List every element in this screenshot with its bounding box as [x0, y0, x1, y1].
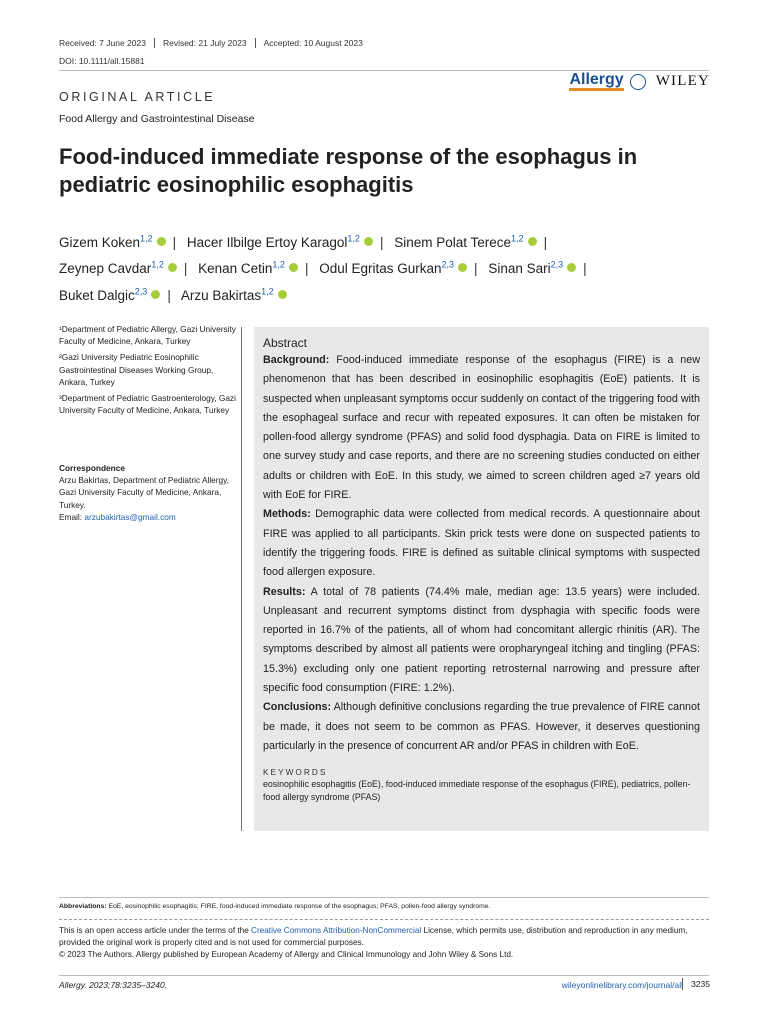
- orcid-icon[interactable]: [157, 237, 166, 246]
- affiliations: [59, 323, 239, 420]
- article-section: Food Allergy and Gastrointestinal Disease: [59, 113, 255, 125]
- correspondence: Correspondence Arzu Bakirtas, Department of Pediatric Allergy, Gazi University Faculty of Medicine, Ankara, Turkey. Email: arzubakirtas@gmail.com: [59, 462, 239, 523]
- correspondence-text: Arzu Bakirtas, Department of Pediatric Allergy, Gazi University Faculty of Medicine, Ankara, Turkey.: [59, 475, 230, 510]
- article-dates: [59, 38, 371, 48]
- journal-citation: Allergy. 2023;78:3235–3240.: [59, 980, 168, 990]
- journal-brand: [569, 72, 710, 91]
- allergy-logo: Allergy: [569, 72, 623, 91]
- author[interactable]: Sinem Polat Terece$^{1,2}$: [394, 235, 536, 250]
- column-divider: [241, 327, 242, 831]
- keywords: eosinophilic esophagitis (EoE), food-induced immediate response of the esophagus (FIRE), pediatrics, pollen-food allergy syndrome (PFAS): [263, 779, 691, 803]
- correspondence-label: Correspondence: [59, 463, 125, 473]
- abstract-background: Background: Food-induced immediate response of the esophagus (FIRE) is a new phenomenon that has been described in eosinophilic esophagitis (EoE) patients. It is suspected when unpleasant symptoms occur suddenly on contact of the triggering food with the esophageal surface and recur with repeated exposures. It can often be mistaken for pollen-food allergy syndrome (PFAS) and solid food dysphagia. Data on FIRE is limited to one survey study and case reports, and there are no screening studies conducted on either adults or children with EoE. In this study, we aimed to screen children aged ≥7 years old with EoE for FIRE.: [263, 354, 700, 502]
- orcid-icon[interactable]: [458, 263, 467, 272]
- author[interactable]: Kenan Cetin$^{1,2}$: [198, 261, 298, 276]
- orcid-icon[interactable]: [289, 263, 298, 272]
- open-access-notice: This is an open access article under the terms of the Creative Commons Attribution-NonCommercial License, which permits use, distribution and reproduction in any medium, provided the original work is properly cited and is not used for commercial purposes. © 2023 The Authors. Allergy published by European Academy of Allergy and Clinical Immunology and John Wiley & Sons Ltd.: [59, 926, 688, 959]
- orcid-icon[interactable]: [151, 290, 160, 299]
- affiliation: ²Gazi University Pediatric Eosinophilic Gastrointestinal Diseases Working Group, Ankara, Turkey: [59, 352, 214, 387]
- wiley-logo: WILEY: [655, 73, 710, 89]
- abbreviations: Abbreviations: EoE, eosinophilic esophagitis; FIRE, food-induced immediate response of the esophagus; PFAS, pollen-food allergy syndrome.: [59, 903, 491, 910]
- author[interactable]: Arzu Bakirtas$^{1,2}$: [181, 288, 287, 303]
- article-type: ORIGINAL ARTICLE: [59, 90, 216, 104]
- eaaci-logo-icon: [630, 74, 646, 90]
- orcid-icon[interactable]: [278, 290, 287, 299]
- footnote-divider: [59, 897, 709, 898]
- doi[interactable]: DOI: 10.1111/all.15881: [59, 56, 145, 66]
- abstract-results: Results: A total of 78 patients (74.4% male, median age: 13.5 years) were included. Unpleasant and recurrent symptoms distinct from dysphagia with specific foods were reported in 16.7% of the patients, all of whom had concomitant allergic rhinitis (AR). The symptoms described by almost all patients were oropharyngeal itching and tingling (PFAS: 15.3%) excluding only one patient reporting retrosternal narrowing and pressure after specific food consumption (FIRE: 1.2%).: [263, 585, 700, 695]
- abstract-methods: Methods: Demographic data were collected from medical records. A questionnaire about FIRE was applied to all participants. Skin prick tests were done on suspected patients to identify the triggering foods. FIRE is defined as suitable clinical symptoms with suspected food allergen exposure.: [263, 508, 700, 579]
- affiliation: ¹Department of Pediatric Allergy, Gazi University Faculty of Medicine, Ankara, Turkey: [59, 324, 236, 347]
- copyright: © 2023 The Authors. Allergy published by European Academy of Allergy and Clinical Immunology and John Wiley & Sons Ltd.: [59, 950, 514, 959]
- license-link[interactable]: Creative Commons Attribution-NonCommercial: [251, 926, 422, 935]
- abstract-conclusions: Conclusions: Although definitive conclusions regarding the true prevalence of FIRE cannot be made, it does not seem to be common as PFAS. However, it deserves questioning particularly in the presence of concurrent AR and/or PFAS in children with EoE.: [263, 701, 700, 752]
- orcid-icon[interactable]: [364, 237, 373, 246]
- keywords-label: KEYWORDS: [263, 767, 328, 778]
- journal-site-link[interactable]: wileyonlinelibrary.com/journal/all: [561, 980, 683, 990]
- author[interactable]: Buket Dalgic$^{2,3}$: [59, 288, 160, 303]
- author[interactable]: Sinan Sari$^{2,3}$: [488, 261, 576, 276]
- orcid-icon[interactable]: [168, 263, 177, 272]
- license-divider: [59, 919, 709, 920]
- email-link[interactable]: arzubakirtas@gmail.com: [84, 511, 176, 522]
- abstract-box: [254, 327, 709, 831]
- footer-divider: [59, 975, 709, 976]
- orcid-icon[interactable]: [567, 263, 576, 272]
- author[interactable]: Hacer Ilbilge Ertoy Karagol$^{1,2}$: [187, 235, 373, 250]
- author-list: Gizem Koken$^{1,2}$ | Hacer Ilbilge Ertoy Karagol$^{1,2}$ | Sinem Polat Terece$^{1,2}$ | Zeynep Cavdar$^{1,2}$ | Kenan Cetin$^{1,2}$ | Odul Egritas Gurkan$^{2,3}$ | Sinan Sari$^{2,3}$ | Buket Dalgic$^{2,3}$ | Arzu Bakirtas$^{1,2}$: [59, 233, 587, 303]
- author[interactable]: Odul Egritas Gurkan$^{2,3}$: [319, 261, 467, 276]
- revised-date: Revised: 21 July 2023: [155, 38, 256, 48]
- author[interactable]: Zeynep Cavdar$^{1,2}$: [59, 261, 177, 276]
- page-number: 3235: [682, 978, 710, 990]
- orcid-icon[interactable]: [528, 237, 537, 246]
- received-date: Received: 7 June 2023: [59, 38, 155, 48]
- paper-title: Food-induced immediate response of the esophagus in pediatric eosinophilic esophagitis: [59, 144, 638, 197]
- abstract-heading: Abstract: [263, 336, 308, 350]
- affiliation: ³Department of Pediatric Gastroenterology, Gazi University Faculty of Medicine, Ankara, Turkey: [59, 393, 236, 416]
- author[interactable]: Gizem Koken$^{1,2}$: [59, 235, 166, 250]
- accepted-date: Accepted: 10 August 2023: [263, 38, 363, 48]
